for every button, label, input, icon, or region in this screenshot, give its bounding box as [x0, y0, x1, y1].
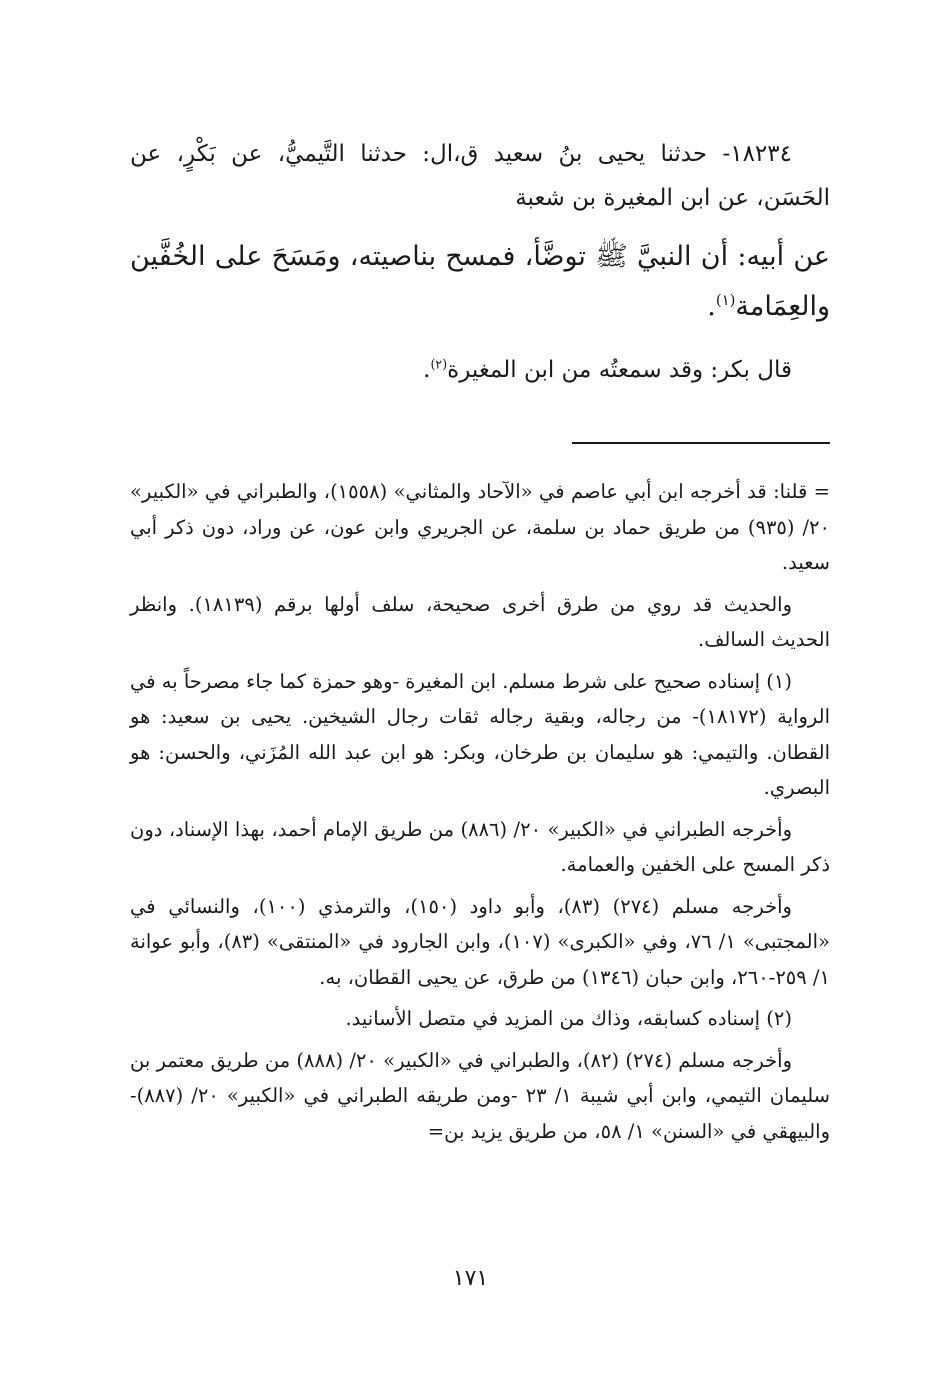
footnote-paragraph: وأخرجه مسلم (٢٧٤) (٨٢)، والطبراني في «الكبير» ٢٠/ (٨٨٨) من طريق معتمر بن سليمان التيمي، وابن أبي شيبة ١/ ٢٣ -ومن طريقه الطبراني في «الكبير» ٢٠/ (٨٨٧)- والبيهقي في «السنن» ١/ ٥٨، من طريق يزيد بن=: [130, 1048, 831, 1143]
footnote-paragraph: (١) إسناده صحيح على شرط مسلم. ابن المغيرة -وهو حمزة كما جاء مصرحاً به في الرواية (١٨١٧٢)- من رجاله، وبقية رجاله ثقات رجال الشيخين. يحيى بن سعيد: هو القطان. والتيمي: هو سليمان بن طرخان، وبكر: هو ابن عبد الله المُزَني، والحسن: هو البصري.: [129, 669, 830, 799]
footnote-ref-2: (٢): [430, 356, 448, 372]
footnote-separator-rule: [572, 442, 830, 444]
footnote-paragraph: وأخرجه الطبراني في «الكبير» ٢٠/ (٨٨٦) من طريق الإمام أحمد، بهذا الإسناد، دون ذكر المسح على الخفين والعمامة.: [130, 817, 830, 876]
hadith-bakr-statement: [130, 348, 830, 392]
footnote-paragraph: والحديث قد روي من طرق أخرى صحيحة، سلف أولها برقم (١٨١٣٩). وانظر الحديث السالف.: [130, 592, 830, 651]
hadith-isnad-text: ١٨٢٣٤- حدثنا يحيى بنُ سعيد ق،ال: حدثنا التَّيميُّ، عن بَكْرٍ، عن الحَسَن، عن ابن المغيرة بن شعبة: [130, 141, 830, 211]
page-number: ١٧١: [452, 1266, 489, 1291]
footnote-ref-1: (١): [715, 291, 736, 309]
footnotes-section: [130, 474, 830, 1155]
hadith-matn-text: عن أبيه: أن النبيَّ ﷺ توضَّأ، فمسح بناصيته، ومَسَحَ على الخُفَّين والعِمَامة: [130, 241, 830, 322]
hadith-matn-paragraph: [130, 232, 830, 332]
footnote-paragraph: = قلنا: قد أخرجه ابن أبي عاصم في «الآحاد والمثاني» (١٥٥٨)، والطبراني في «الكبير» ٢٠/ (٩٣٥) من طريق حماد بن سلمة، عن الجريري وابن عون، عن وراد، دون ذكر أبي سعيد.: [130, 480, 830, 574]
hadith-matn-end: .: [707, 291, 716, 322]
footnote-paragraph: وأخرجه مسلم (٢٧٤) (٨٣)، وأبو داود (١٥٠)، والترمذي (١٠٠)، والنسائي في «المجتبى» ١/ ٧٦، وفي «الكبرى» (١٠٧)، وابن الجارود في «المنتقى» (٨٣)، وأبو عوانة ١/ ٢٥٩-٢٦٠، وابن حبان (١٣٤٦) من طرق، عن يحيى القطان، به.: [130, 894, 830, 989]
footnote-paragraph: (٢) إسناده كسابقه، وذاك من المزيد في متصل الأسانيد.: [345, 1007, 792, 1030]
hadith-isnad-paragraph: [130, 132, 830, 220]
hadith-bakr-end: .: [423, 357, 431, 383]
hadith-bakr-text: قال بكر: وقد سمعتُه من ابن المغيرة: [447, 357, 792, 383]
